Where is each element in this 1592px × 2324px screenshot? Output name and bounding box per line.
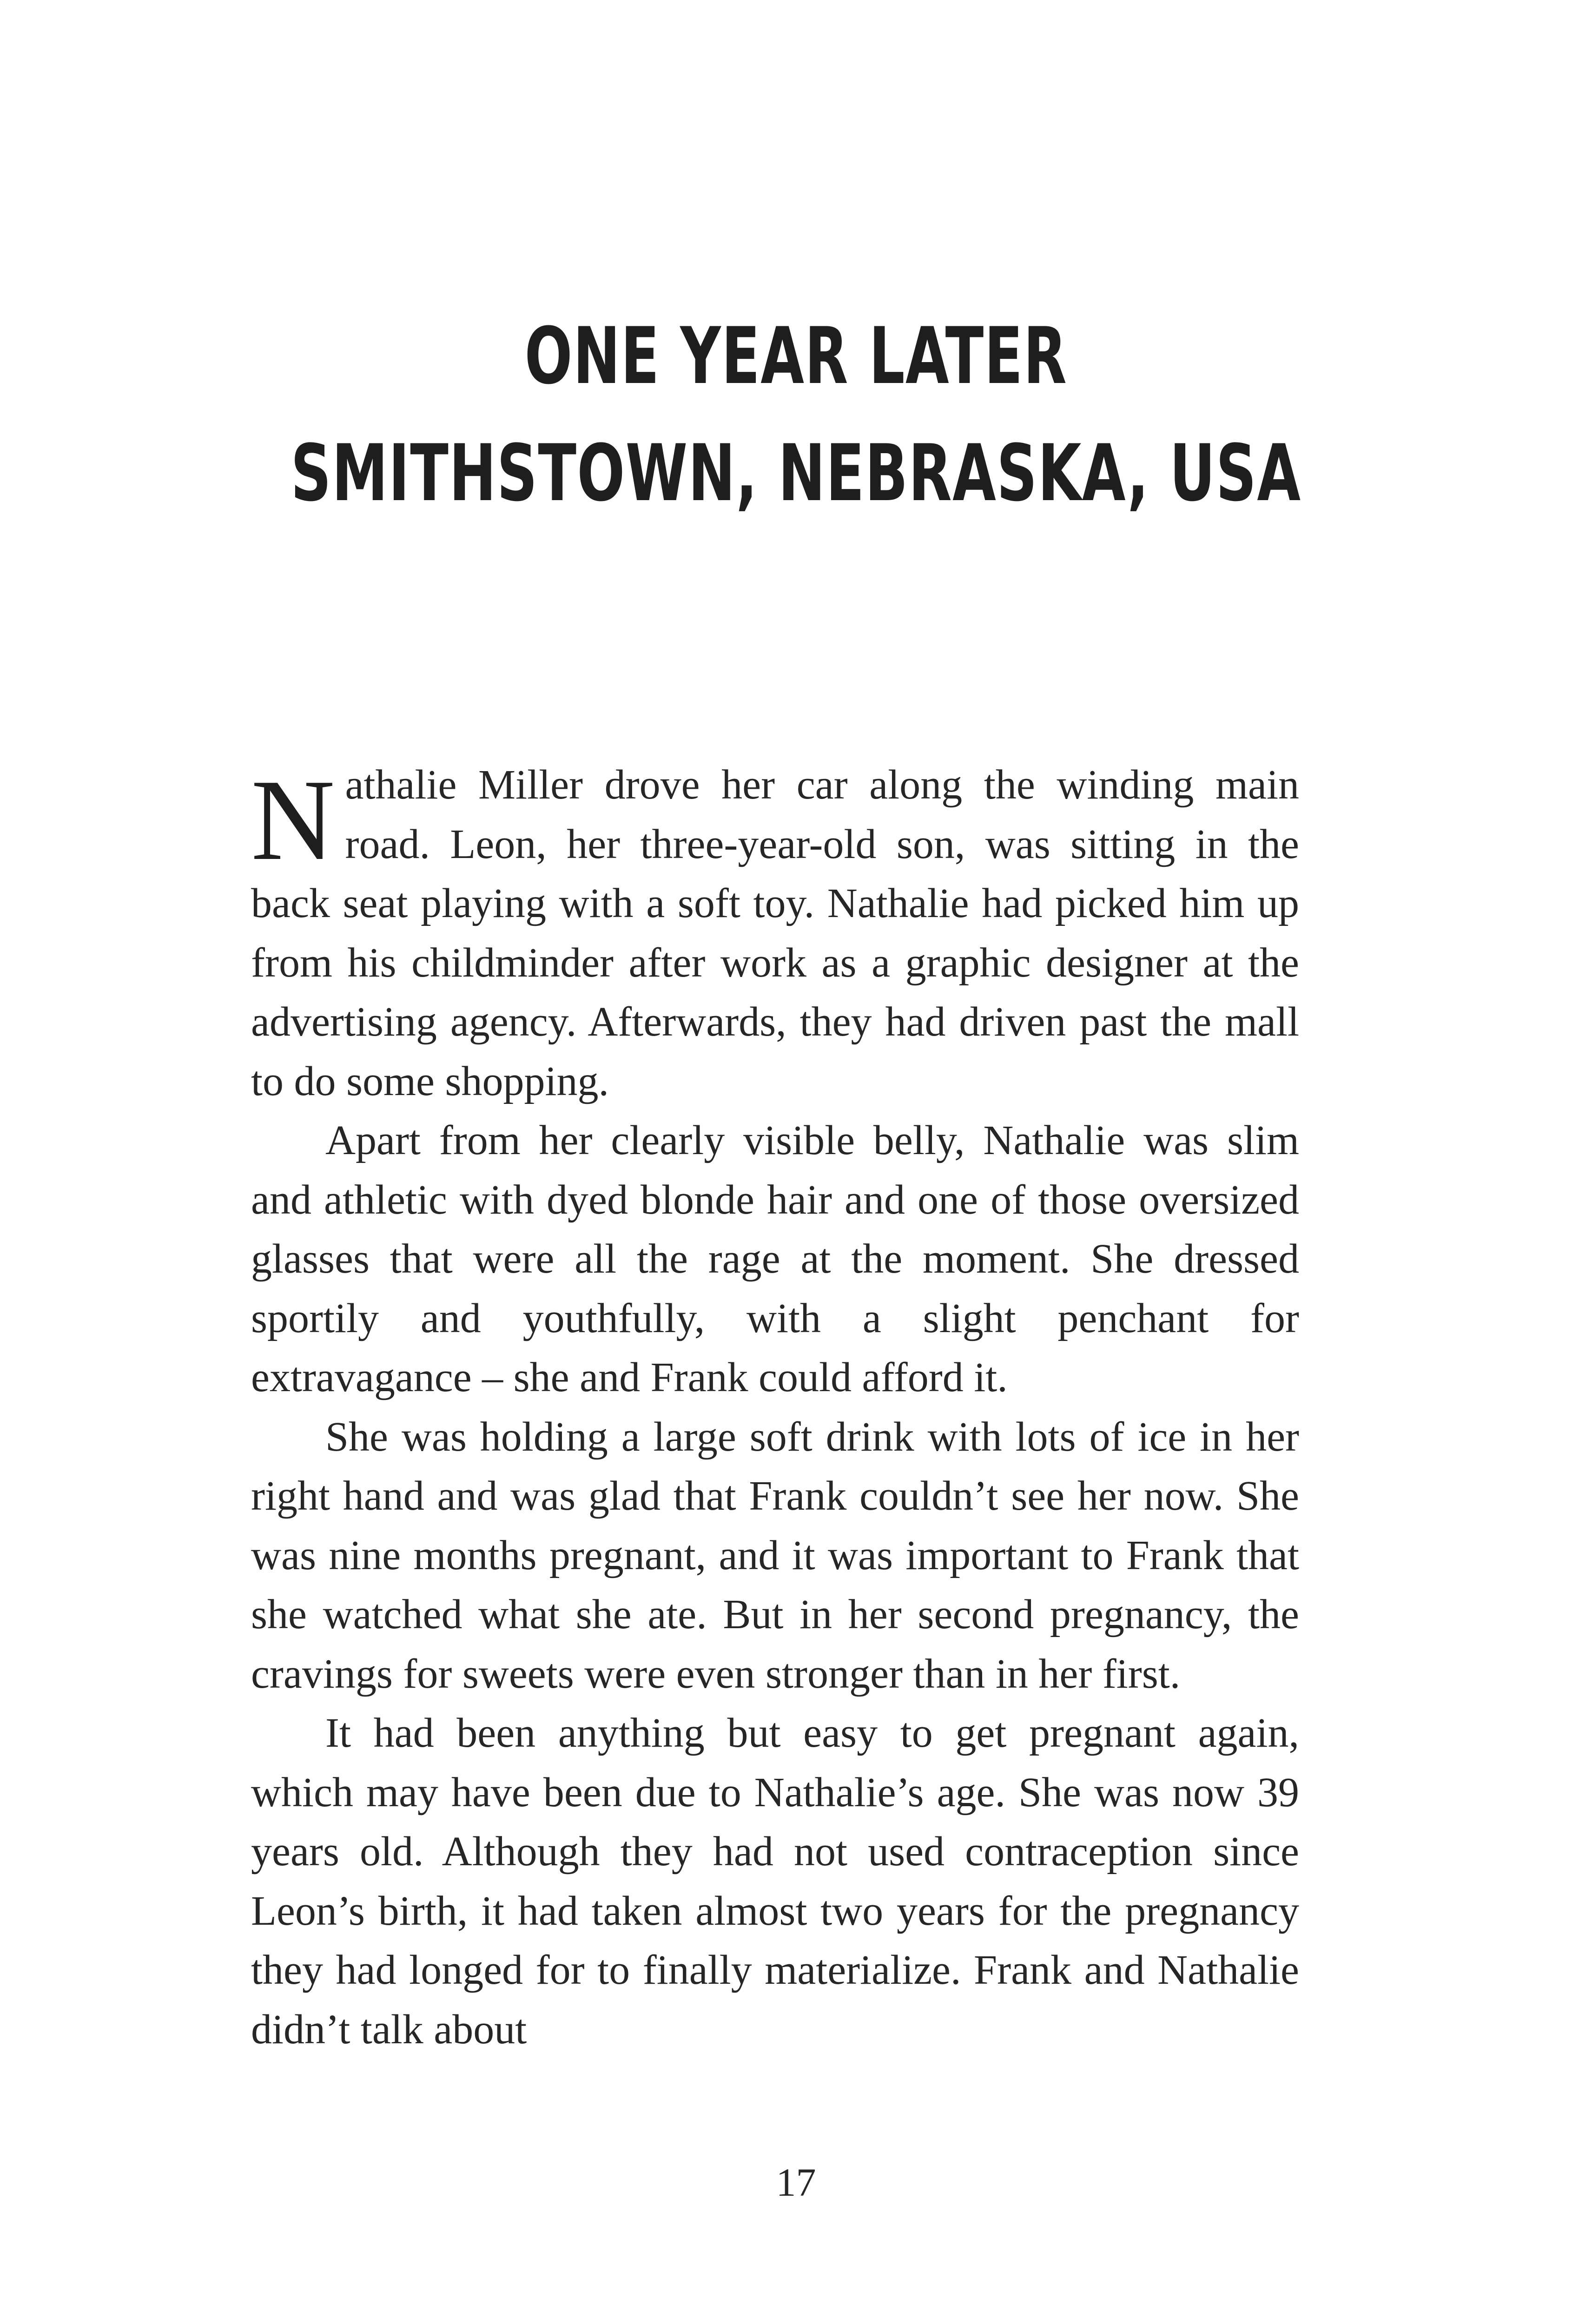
paragraph: Apart from her clearly visible belly, Nathalie was slim and athletic with dyed blonde hair and one of those oversized glasses that were all the rage at the moment. She dressed sportily and youthfully, with a slight penchant for extravagance – she and Frank could afford it. bbox=[251, 1117, 1299, 1400]
paragraph-text: athalie Miller drove her car along the winding main road. Leon, her three-year-old son, was sitting in the back seat playing with a soft toy. Nathalie had picked him up from his childminder after work as a graphic designer at the advertising agency. Afterwards, they had driven past the mall to do some shopping. bbox=[251, 762, 1299, 1104]
drop-cap: N bbox=[251, 756, 335, 885]
paragraph: It had been anything but easy to get pregnant again, which may have been due to Nathalie’s age. She was now 39 years old. Although they had not used contraception since Leon’s birth, it had taken almost two years for the pregnancy they had longed for to finally materialize. Frank and Nathalie didn’t talk about bbox=[251, 1710, 1299, 2053]
paragraph bbox=[251, 755, 1299, 1111]
chapter-heading-time: ONE YEAR LATER bbox=[524, 310, 1068, 402]
paragraph: She was holding a large soft drink with lots of ice in her right hand and was glad that Frank couldn’t see her now. She was nine months pregnant, and it was important to Frank that she watched what she ate. But in her second pregnancy, the cravings for sweets were even stronger than in her first. bbox=[251, 1413, 1299, 1697]
chapter-heading-location: SMITHSTOWN, NEBRASKA, USA bbox=[291, 428, 1301, 519]
chapter-heading bbox=[223, 297, 1369, 532]
body-text bbox=[251, 755, 1299, 2059]
page-number: 17 bbox=[776, 2160, 816, 2205]
